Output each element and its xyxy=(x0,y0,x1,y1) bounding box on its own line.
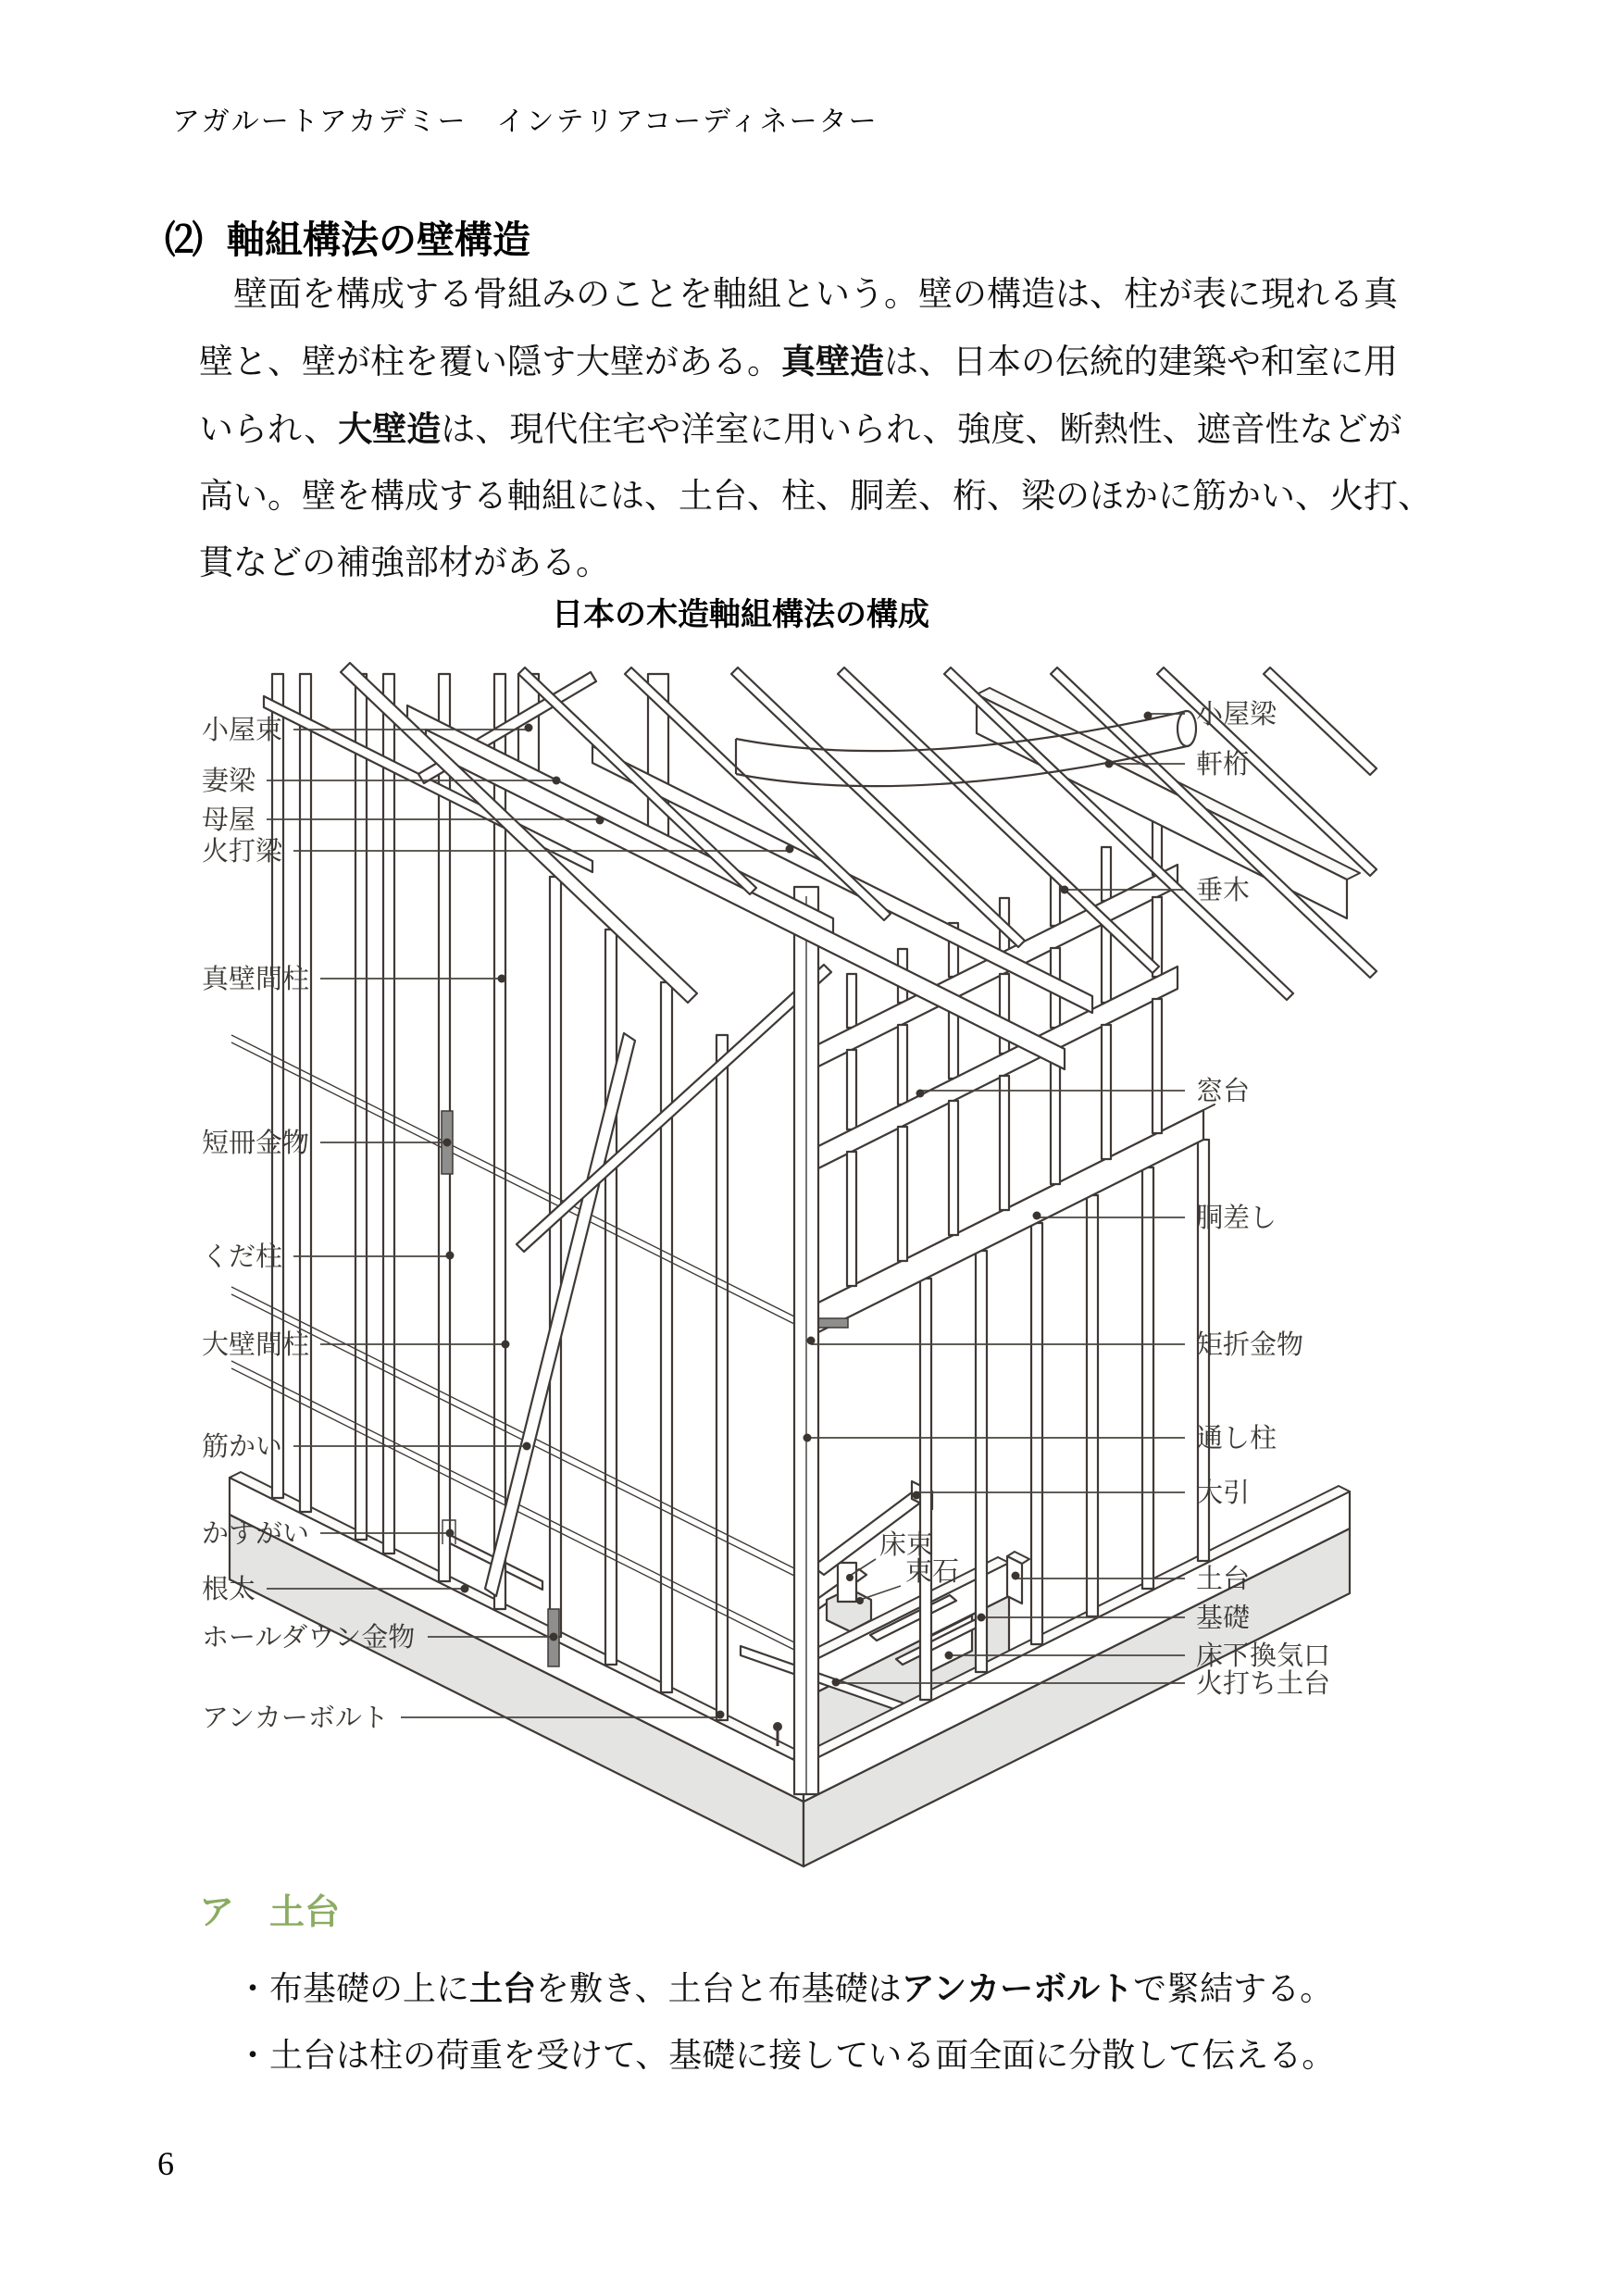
diagram-label: 根太 xyxy=(202,1575,256,1604)
wall-stud xyxy=(605,930,617,1665)
window-stud xyxy=(1000,1076,1009,1210)
window-sill-rail xyxy=(815,967,1178,1170)
leader-dot xyxy=(804,1434,812,1442)
text-line: 高い。壁を構成する軸組には、土台、柱、胴差、桁、梁のほかに筋かい、火打、 xyxy=(199,478,1432,516)
diagram-label: 小屋束 xyxy=(202,716,283,745)
window-stud xyxy=(949,1101,958,1235)
leader-dot xyxy=(523,1442,531,1451)
wall-stud xyxy=(1087,1195,1098,1616)
diagram-label: 床束 xyxy=(879,1530,934,1560)
text-line: 壁面を構成する骨組みのことを軸組という。壁の構造は、柱が表に現れる真 xyxy=(233,276,1398,314)
text-line: 壁と、壁が柱を覆い隠す大壁がある。真壁造は、日本の伝統的建築や和室に用 xyxy=(199,343,1398,381)
leader-dot xyxy=(553,777,561,785)
wall-stud xyxy=(1142,1167,1153,1589)
text-line: いられ、大壁造は、現代住宅や洋室に用いられ、強度、断熱性、遮音性などが xyxy=(199,410,1402,449)
leader-dot xyxy=(717,1711,725,1719)
rafter xyxy=(1264,668,1377,775)
window-stud xyxy=(847,974,856,1028)
leader-dot xyxy=(856,1597,864,1604)
diagram-label: アンカーボルト xyxy=(202,1703,389,1733)
diagram-label: 小屋梁 xyxy=(1196,700,1277,730)
diagram-label: 垂木 xyxy=(1196,876,1251,905)
diagram-label: かすがい xyxy=(202,1519,310,1549)
window-stud xyxy=(1102,847,1111,901)
diagram-label: 束石 xyxy=(905,1557,960,1587)
diagram-label: 妻梁 xyxy=(202,767,256,796)
window-mullion xyxy=(898,1025,907,1104)
text-line: ・布基礎の上に土台を敷き、土台と布基礎はアンカーボルトで緊結する。 xyxy=(236,1969,1334,2007)
section-number: ⑵ xyxy=(165,218,203,261)
diagram-label: 軒桁 xyxy=(1196,750,1251,780)
leader-dot xyxy=(502,1341,510,1349)
leader-dot xyxy=(550,1633,558,1641)
floor-post xyxy=(838,1563,856,1602)
diagram-label: 矩折金物 xyxy=(1196,1330,1304,1360)
leader-dot xyxy=(498,975,506,983)
leader-dot xyxy=(807,1337,816,1345)
page-number: 6 xyxy=(157,2145,174,2182)
leader-line xyxy=(860,1586,901,1600)
window-mullion xyxy=(1102,923,1111,1003)
diagram-label: ホールダウン金物 xyxy=(202,1623,416,1653)
diagram-label: 基礎 xyxy=(1196,1603,1251,1633)
diagram-label: 通し柱 xyxy=(1196,1424,1277,1454)
leader-dot xyxy=(916,1090,925,1098)
diagram-label: 母屋 xyxy=(202,805,256,835)
figure-title: 日本の木造軸組構法の構成 xyxy=(552,597,929,632)
leader-dot xyxy=(446,1252,455,1260)
wall-stud xyxy=(920,1279,931,1700)
subsection-title: 土台 xyxy=(269,1893,341,1932)
window-stud xyxy=(1051,1050,1060,1184)
leader-dot xyxy=(1012,1572,1020,1580)
window-stud xyxy=(847,1152,856,1286)
diagram-label: 真壁間柱 xyxy=(202,965,310,994)
leader-dot xyxy=(846,1574,854,1581)
leader-dot xyxy=(1105,760,1114,768)
diagram-label: 火打梁 xyxy=(202,837,283,867)
window-stud xyxy=(898,1127,907,1261)
leader-dot xyxy=(446,1529,455,1538)
page-header: アガルートアカデミー インテリアコーディネーター xyxy=(172,106,879,137)
text-line: ・土台は柱の荷重を受けて、基礎に接している面全面に分散して伝える。 xyxy=(236,2037,1336,2074)
leader-dot xyxy=(525,724,533,732)
leader-dot xyxy=(1033,1212,1041,1220)
diagram-label: 床下換気口 xyxy=(1196,1641,1331,1671)
diagram-label: くだ柱 xyxy=(202,1242,283,1272)
leader-dot xyxy=(832,1678,841,1687)
diagonal-brace xyxy=(517,965,831,1252)
window-stud xyxy=(1153,999,1162,1133)
diagram-label: 大壁間柱 xyxy=(202,1330,310,1360)
window-stud xyxy=(1102,1025,1111,1159)
leader-dot xyxy=(461,1585,469,1593)
diagram-label: 土台 xyxy=(1196,1565,1251,1594)
leader-dot xyxy=(945,1652,953,1660)
section-title-text: 軸組構法の壁構造 xyxy=(227,218,530,261)
leader-dot xyxy=(443,1139,452,1147)
subsection-bullets xyxy=(236,1955,1532,2089)
leader-dot xyxy=(1144,712,1153,720)
diagram-label: 短冊金物 xyxy=(202,1129,310,1158)
subsection-heading xyxy=(199,1883,340,1934)
wall-stud xyxy=(976,1251,987,1672)
wall-stud xyxy=(717,1035,728,1720)
leader-dot xyxy=(596,817,604,825)
diagram-label: 大引 xyxy=(1196,1479,1251,1508)
leader-dot xyxy=(978,1614,986,1622)
diagram-label: 火打ち土台 xyxy=(1196,1669,1331,1699)
diagram-label: 胴差し xyxy=(1196,1204,1277,1233)
wall-stud xyxy=(1031,1223,1042,1644)
leader-dot xyxy=(786,845,794,854)
wall-stud xyxy=(300,674,311,1512)
window-mullion xyxy=(847,1050,856,1129)
leader-dot xyxy=(1061,886,1069,894)
wall-stud xyxy=(272,674,283,1498)
diagram-label: 筋かい xyxy=(202,1432,283,1462)
text-line: 貫などの補強部材がある。 xyxy=(199,544,610,582)
subsection-marker: ア xyxy=(199,1893,235,1932)
diagram-label: 窓台 xyxy=(1196,1077,1251,1106)
leader-dot xyxy=(913,1491,921,1500)
